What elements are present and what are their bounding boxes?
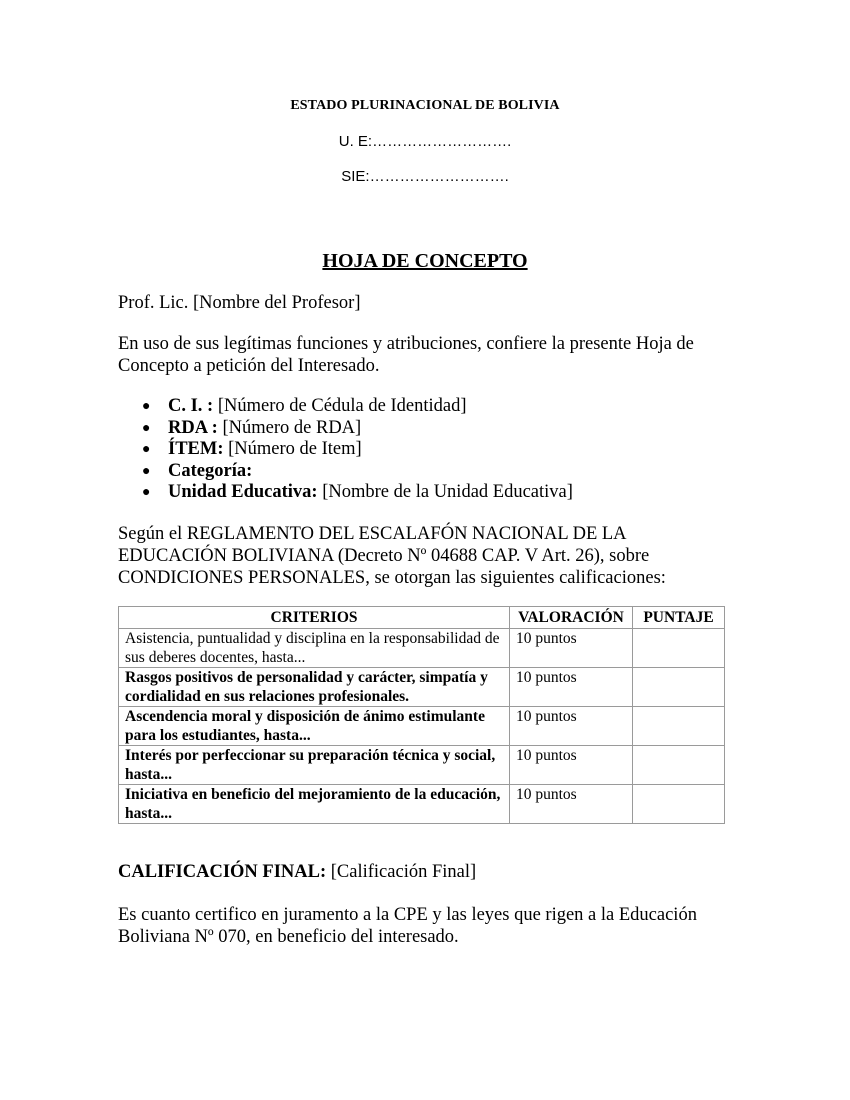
field-value: [Nombre de la Unidad Educativa]	[317, 482, 573, 502]
bullet-icon: ●	[142, 399, 151, 414]
field-label: Categoría:	[168, 460, 253, 481]
criterio-cell: Ascendencia moral y disposición de ánimo estimulante para los estudiantes, hasta...	[119, 707, 510, 746]
field-label: ÍTEM:	[168, 439, 224, 459]
school-unit-line: U. E:……………………….	[338, 133, 512, 150]
final-grade-label: CALIFICACIÓN FINAL:	[118, 862, 327, 882]
puntaje-cell	[633, 707, 725, 746]
list-item	[142, 439, 768, 461]
document-title: HOJA DE CONCEPTO	[322, 250, 528, 272]
list-item	[142, 460, 768, 483]
puntaje-cell	[633, 785, 725, 824]
bullet-icon: ●	[142, 442, 151, 457]
table-header-row	[119, 607, 725, 629]
identification-list	[118, 396, 768, 504]
puntaje-cell	[633, 746, 725, 785]
list-item	[142, 417, 768, 440]
field-label: RDA :	[168, 417, 218, 438]
valoracion-cell: 10 puntos	[510, 785, 633, 824]
field-value: [Número de RDA]	[217, 417, 362, 438]
bullet-icon: ●	[142, 485, 151, 500]
final-grade-value: [Calificación Final]	[326, 862, 477, 882]
table-row	[119, 746, 725, 785]
header-valoracion: VALORACIÓN	[510, 607, 633, 629]
criterio-cell: Iniciativa en beneficio del mejoramiento de la educación, hasta...	[119, 785, 510, 824]
table-row	[119, 785, 725, 824]
closing-paragraph: Es cuanto certifico en juramento a la CPE y las leyes que rigen a la Educación Boliviana Nº 070, en beneficio del interesado.	[118, 905, 697, 947]
puntaje-cell	[633, 668, 725, 707]
field-value: [Número de Item]	[223, 439, 362, 459]
criteria-table	[118, 606, 725, 824]
sie-line: SIE:……………………….	[341, 168, 509, 185]
puntaje-cell	[633, 629, 725, 668]
field-label: C. I. :	[168, 396, 214, 416]
header-puntaje: PUNTAJE	[633, 607, 725, 629]
intro-paragraph: En uso de sus legítimas funciones y atribuciones, confiere la presente Hoja de Concepto a petición del Interesado.	[118, 334, 694, 376]
field-value: [Número de Cédula de Identidad]	[213, 396, 467, 416]
bullet-icon: ●	[142, 463, 151, 479]
header-criterios: CRITERIOS	[119, 607, 510, 629]
table-row	[119, 629, 725, 668]
table-row	[119, 707, 725, 746]
bullet-icon: ●	[142, 420, 151, 436]
valoracion-cell: 10 puntos	[510, 746, 633, 785]
list-item	[142, 482, 768, 504]
state-heading: ESTADO PLURINACIONAL DE BOLIVIA	[290, 98, 560, 113]
valoracion-cell: 10 puntos	[510, 629, 633, 668]
criterio-cell: Interés por perfeccionar su preparación técnica y social, hasta...	[119, 746, 510, 785]
valoracion-cell: 10 puntos	[510, 707, 633, 746]
table-row	[119, 668, 725, 707]
list-item	[142, 396, 768, 418]
final-grade-line	[118, 861, 738, 883]
criterio-cell: Asistencia, puntualidad y disciplina en la responsabilidad de sus deberes docentes, hasta...	[119, 629, 510, 668]
professor-line: Prof. Lic. [Nombre del Profesor]	[118, 293, 361, 313]
valoracion-cell: 10 puntos	[510, 668, 633, 707]
field-label: Unidad Educativa:	[168, 482, 318, 502]
regulation-paragraph: Según el REGLAMENTO DEL ESCALAFÓN NACIONAL DE LA EDUCACIÓN BOLIVIANA (Decreto Nº 04688 CAP. V Art. 26), sobre CONDICIONES PERSONALES, se otorgan las siguientes calificaciones:	[118, 524, 666, 588]
criterio-cell: Rasgos positivos de personalidad y carácter, simpatía y cordialidad en sus relaciones profesionales.	[119, 668, 510, 707]
